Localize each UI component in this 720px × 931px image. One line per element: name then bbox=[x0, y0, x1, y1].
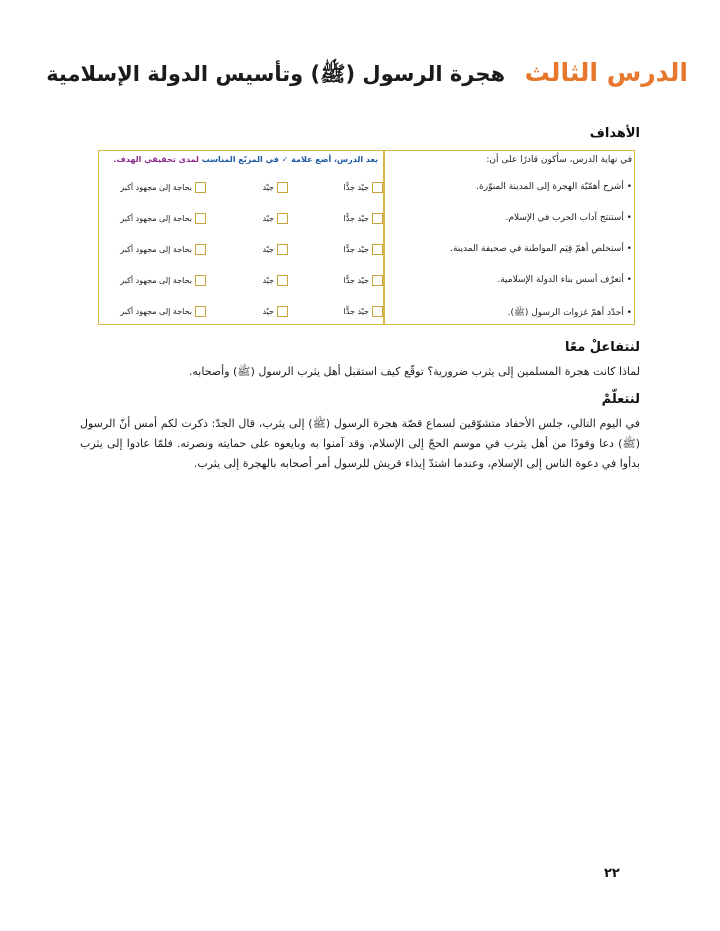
rating-option-needs-effort[interactable] bbox=[120, 209, 206, 227]
rating-option-very-good[interactable] bbox=[344, 209, 383, 227]
checkbox[interactable] bbox=[195, 182, 206, 193]
checkbox[interactable] bbox=[195, 213, 206, 224]
rating-label: جيّد جدًّا bbox=[343, 182, 369, 192]
rating-label: جيّد جدًّا bbox=[343, 275, 369, 285]
rating-label: جيّد bbox=[262, 182, 274, 192]
rating-label: جيّد bbox=[262, 275, 274, 285]
rating-row bbox=[108, 240, 383, 258]
rating-row bbox=[108, 271, 383, 289]
rating-option-needs-effort[interactable] bbox=[120, 240, 206, 258]
checkbox[interactable] bbox=[195, 244, 206, 255]
rating-label: جيّد bbox=[262, 244, 274, 254]
rating-label: بحاجة إلى مجهود أكبر bbox=[120, 213, 192, 223]
checkbox[interactable] bbox=[277, 182, 288, 193]
lesson-label: الدرس الثالث bbox=[524, 58, 688, 87]
checkbox[interactable] bbox=[195, 306, 206, 317]
checkbox[interactable] bbox=[372, 213, 383, 224]
checkbox[interactable] bbox=[195, 275, 206, 286]
goals-box bbox=[98, 150, 635, 325]
rating-option-very-good[interactable] bbox=[344, 240, 383, 258]
rating-option-needs-effort[interactable] bbox=[120, 302, 206, 320]
interact-heading: لنتفاعلْ معًا bbox=[564, 340, 640, 355]
interact-text: لماذا كانت هجرة المسلمين إلى يثرب ضرورية؟ توقّع كيف استقبل أهل يثرب الرسول (ﷺ) وأصحابه. bbox=[188, 365, 640, 378]
checkbox[interactable] bbox=[372, 244, 383, 255]
goal-item: • أشرح أهمّيّة الهجرة إلى المدينة المنوّرة. bbox=[476, 182, 632, 192]
goals-divider bbox=[383, 150, 385, 325]
rating-option-good[interactable] bbox=[262, 302, 288, 320]
checkbox[interactable] bbox=[277, 213, 288, 224]
rating-option-very-good[interactable] bbox=[344, 271, 383, 289]
rating-row bbox=[108, 302, 383, 320]
checkbox[interactable] bbox=[277, 275, 288, 286]
rating-label: بحاجة إلى مجهود أكبر bbox=[120, 275, 192, 285]
rating-option-very-good[interactable] bbox=[344, 178, 383, 196]
checkbox[interactable] bbox=[372, 306, 383, 317]
rating-label: جيّد bbox=[262, 213, 274, 223]
goal-item: • أستنتج آداب الحرب في الإسلام. bbox=[505, 213, 632, 223]
rating-label: جيّد جدًّا bbox=[343, 213, 369, 223]
rating-row bbox=[108, 178, 383, 196]
checkbox[interactable] bbox=[277, 244, 288, 255]
rating-label: جيّد جدًّا bbox=[343, 306, 369, 316]
rating-option-needs-effort[interactable] bbox=[120, 271, 206, 289]
rating-option-good[interactable] bbox=[262, 178, 288, 196]
rating-label: بحاجة إلى مجهود أكبر bbox=[120, 244, 192, 254]
rating-option-very-good[interactable] bbox=[344, 302, 383, 320]
page-number: ٢٢ bbox=[604, 866, 620, 881]
learn-text: في اليوم التالي، جلس الأحفاد متشوّقين لسماع قصّة هجرة الرسول (ﷺ) إلى يثرب، قال الجدّ: ذكرت لكم أمس أنّ الرسول (ﷺ) دعا وفودًا من أهل يثرب في موسم الحجّ إلى الإسلام، وقد آمنوا به وبايعوه على حمايته ونصرته. فلمّا عادوا إلى يثرب بدأوا في دعوة الناس إلى الإسلام، وعندما اشتدّ إيذاء قريش للرسول أمر أصحابه بالهجرة إلى يثرب. bbox=[80, 417, 640, 470]
instruction-main: بعد الدرس، أضع علامة ✓ في المربّع المناسب bbox=[198, 155, 378, 164]
goal-item: • أستخلص أهمّ قِيَم المواطنة في صحيفة المدينة. bbox=[450, 244, 632, 254]
rating-label: بحاجة إلى مجهود أكبر bbox=[120, 306, 192, 316]
rating-label: جيّد جدًّا bbox=[343, 244, 369, 254]
lesson-name: هجرة الرسول (ﷺ) وتأسيس الدولة الإسلامية bbox=[46, 62, 506, 86]
goals-heading: الأهداف bbox=[589, 126, 640, 141]
rating-option-good[interactable] bbox=[262, 209, 288, 227]
rating-row bbox=[108, 209, 383, 227]
checkbox[interactable] bbox=[372, 275, 383, 286]
rating-option-needs-effort[interactable] bbox=[120, 178, 206, 196]
page-title bbox=[28, 58, 688, 98]
learn-heading: لنتعلّمْ bbox=[601, 392, 640, 407]
goal-item: • أتعرّف أسس بناء الدولة الإسلامية. bbox=[497, 275, 632, 285]
goal-item: • أحدّد أهمّ غزوات الرسول (ﷺ). bbox=[507, 308, 632, 318]
instruction-end: لمدى تحقيقي الهدف. bbox=[113, 155, 199, 164]
rating-option-good[interactable] bbox=[262, 240, 288, 258]
checkbox[interactable] bbox=[372, 182, 383, 193]
checkbox[interactable] bbox=[277, 306, 288, 317]
goals-instruction bbox=[108, 155, 378, 164]
rating-label: جيّد bbox=[262, 306, 274, 316]
rating-option-good[interactable] bbox=[262, 271, 288, 289]
rating-label: بحاجة إلى مجهود أكبر bbox=[120, 182, 192, 192]
goals-intro: في نهاية الدرس، سأكون قادرًا على أن: bbox=[486, 155, 632, 165]
